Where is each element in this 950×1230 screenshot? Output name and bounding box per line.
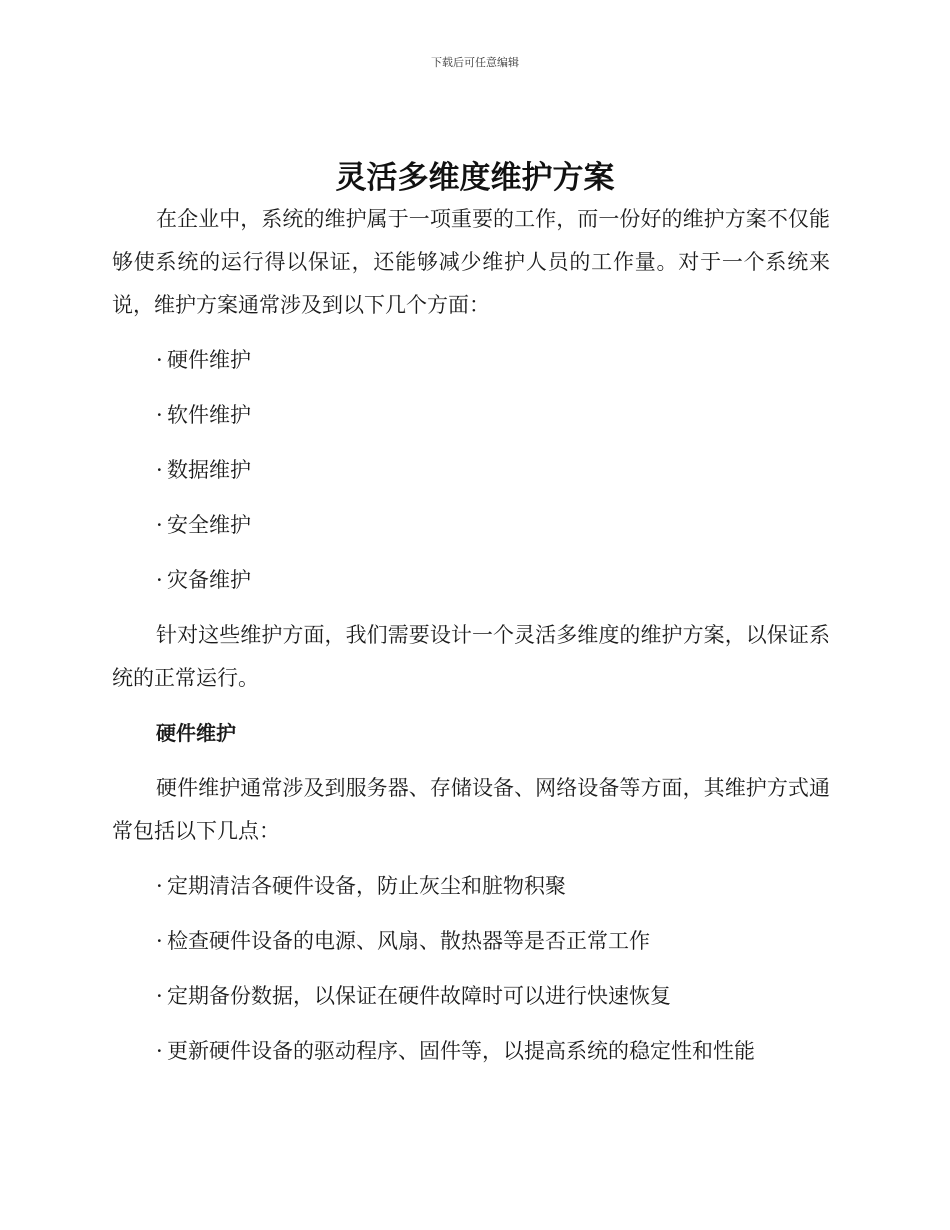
section-intro-paragraph: 硬件维护通常涉及到服务器、存储设备、网络设备等方面，其维护方式通常包括以下几点： (112, 776, 830, 843)
bullet-icon: · (156, 929, 163, 953)
list-item (156, 1030, 830, 1073)
list-item (156, 449, 830, 492)
bullet-icon: · (156, 348, 163, 372)
list-item-text: 安全维护 (167, 513, 251, 537)
bullet-icon: · (156, 458, 163, 482)
bullet-icon: · (156, 513, 163, 537)
list-item-text: 数据维护 (167, 458, 251, 482)
list-item (156, 394, 830, 437)
document-body (112, 198, 830, 1073)
list-item-text: 硬件维护 (167, 348, 251, 372)
list-item (156, 865, 830, 908)
list-item (156, 504, 830, 547)
intro-paragraph: 在企业中，系统的维护属于一项重要的工作，而一份好的维护方案不仅能够使系统的运行得以保证，还能够减少维护人员的工作量。对于一个系统来说，维护方案通常涉及到以下几个方面： (112, 207, 830, 317)
bullet-icon: · (156, 403, 163, 427)
list-item (156, 975, 830, 1018)
list-item-text: 软件维护 (167, 403, 251, 427)
bullet-icon: · (156, 874, 163, 898)
bullet-icon: · (156, 984, 163, 1008)
aspect-list (112, 339, 830, 602)
list-item-text: 灾备维护 (167, 568, 251, 592)
list-item (156, 339, 830, 382)
list-item-text: 定期备份数据，以保证在硬件故障时可以进行快速恢复 (167, 984, 671, 1008)
list-item (156, 920, 830, 963)
header-note: 下载后可任意编辑 (431, 56, 519, 69)
section-heading: 硬件维护 (156, 721, 236, 745)
list-item-text: 更新硬件设备的驱动程序、固件等，以提高系统的稳定性和性能 (167, 1039, 755, 1063)
hardware-item-list (112, 865, 830, 1073)
list-item-text: 检查硬件设备的电源、风扇、散热器等是否正常工作 (167, 929, 650, 953)
summary-paragraph: 针对这些维护方面，我们需要设计一个灵活多维度的维护方案，以保证系统的正常运行。 (112, 623, 830, 690)
list-item-text: 定期清洁各硬件设备，防止灰尘和脏物积聚 (167, 874, 566, 898)
list-item (156, 559, 830, 602)
bullet-icon: · (156, 1039, 163, 1063)
document-title: 灵活多维度维护方案 (335, 160, 615, 196)
bullet-icon: · (156, 568, 163, 592)
